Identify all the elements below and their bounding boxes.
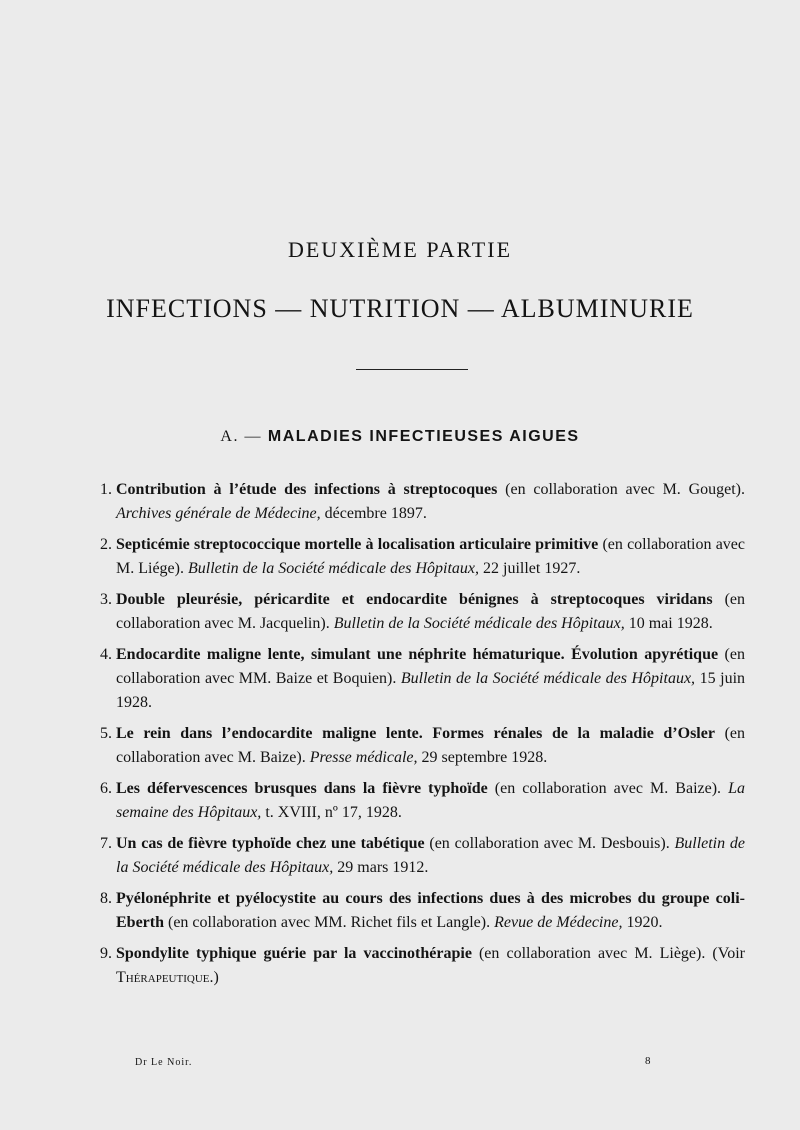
entry-cross-reference: Thérapeutique	[116, 969, 210, 986]
section-title: MALADIES INFECTIEUSES AIGUES	[267, 428, 580, 445]
entry-date: 22 juillet 1927.	[479, 560, 581, 577]
entry-journal: Archives générale de Médecine,	[116, 505, 321, 522]
entry-title: Septicémie streptococcique mortelle à localisation articulaire primitive	[116, 536, 599, 553]
entry-note: (en collaboration avec M. Gouget).	[497, 481, 745, 498]
entry-date: 29 septembre 1928.	[417, 749, 548, 766]
entry-number: 5.	[100, 725, 112, 742]
entry-title: Contribution à l’étude des infections à streptocoques	[116, 481, 498, 498]
footer-author: Dr Le Noir.	[135, 1057, 193, 1068]
entry-number: 7.	[100, 835, 112, 852]
list-item	[90, 887, 745, 935]
entry-title: Les défervescences brusques dans la fièvre typhoïde	[116, 780, 488, 797]
title-rule	[356, 369, 468, 370]
list-item	[90, 643, 745, 715]
entry-number: 2.	[100, 536, 112, 553]
entry-date: décembre 1897.	[320, 505, 427, 522]
entry-journal: Bulletin de la Société médicale des Hôpitaux,	[187, 560, 480, 577]
entry-date: 15 juin 1928.	[116, 670, 746, 711]
entry-number: 6.	[100, 780, 112, 797]
bibliography-list	[90, 478, 745, 997]
main-title: INFECTIONS — NUTRITION — ALBUMINURIE	[106, 294, 694, 323]
part-title: DEUXIÈME PARTIE	[287, 237, 513, 262]
entry-date: 29 mars 1912.	[333, 859, 429, 876]
list-item	[90, 777, 745, 825]
entry-date: 1920.	[622, 914, 663, 931]
entry-number: 8.	[100, 890, 112, 907]
list-item	[90, 478, 745, 526]
entry-number: 1.	[100, 481, 112, 498]
entry-journal: La semaine des Hôpitaux,	[116, 780, 746, 821]
entry-title: Double pleurésie, péricardite et endocardite bénignes à streptocoques viridans	[116, 591, 713, 608]
entry-note: (en collaboration avec MM. Baize et Boquien).	[116, 646, 745, 687]
list-item	[90, 942, 745, 990]
entry-note: (en collaboration avec MM. Richet fils et Langle).	[164, 914, 495, 931]
page-number: 8	[645, 1055, 651, 1067]
entry-note: (en collaboration avec M. Desbouis).	[424, 835, 675, 852]
entry-journal: Bulletin de la Société médicale des Hôpitaux,	[116, 835, 745, 876]
list-item	[90, 722, 745, 770]
entry-note: (en collaboration avec M. Jacquelin).	[116, 591, 745, 632]
list-item	[90, 832, 745, 880]
entry-journal: Revue de Médecine,	[494, 914, 623, 931]
list-item	[90, 533, 745, 581]
section-heading	[0, 428, 800, 446]
section-letter: A. —	[220, 428, 262, 445]
entry-journal: Bulletin de la Société médicale des Hôpitaux,	[400, 670, 696, 687]
entry-title: Pyélonéphrite et pyélocystite au cours des infections dues à des microbes du groupe coli-Eberth	[116, 890, 745, 931]
entry-title: Le rein dans l’endocardite maligne lente. Formes rénales de la maladie d’Osler	[116, 725, 715, 742]
entry-note: (en collaboration avec M. Baize).	[116, 725, 745, 766]
entry-note: (en collaboration avec M. Liège). (Voir	[471, 945, 746, 962]
list-item	[90, 588, 745, 636]
entry-number: 4.	[100, 646, 112, 663]
entry-number: 3.	[100, 591, 112, 608]
entry-note: (en collaboration avec M. Baize).	[487, 780, 729, 797]
entry-number: 9.	[100, 945, 112, 962]
entry-note: (en collaboration avec M. Liége).	[116, 536, 745, 577]
entry-tail: .)	[209, 969, 219, 986]
entry-title: Un cas de fièvre typhoïde chez une tabétique	[116, 835, 425, 852]
entry-journal: Presse médicale,	[309, 749, 418, 766]
entry-title: Endocardite maligne lente, simulant une néphrite hématurique. Évolution apyrétique	[116, 646, 719, 663]
entry-journal: Bulletin de la Société médicale des Hôpitaux,	[333, 615, 625, 632]
entry-title: Spondylite typhique guérie par la vaccinothérapie	[116, 945, 472, 962]
entry-date: t. XVIII, nº 17, 1928.	[261, 804, 402, 821]
entry-date: 10 mai 1928.	[624, 615, 713, 632]
